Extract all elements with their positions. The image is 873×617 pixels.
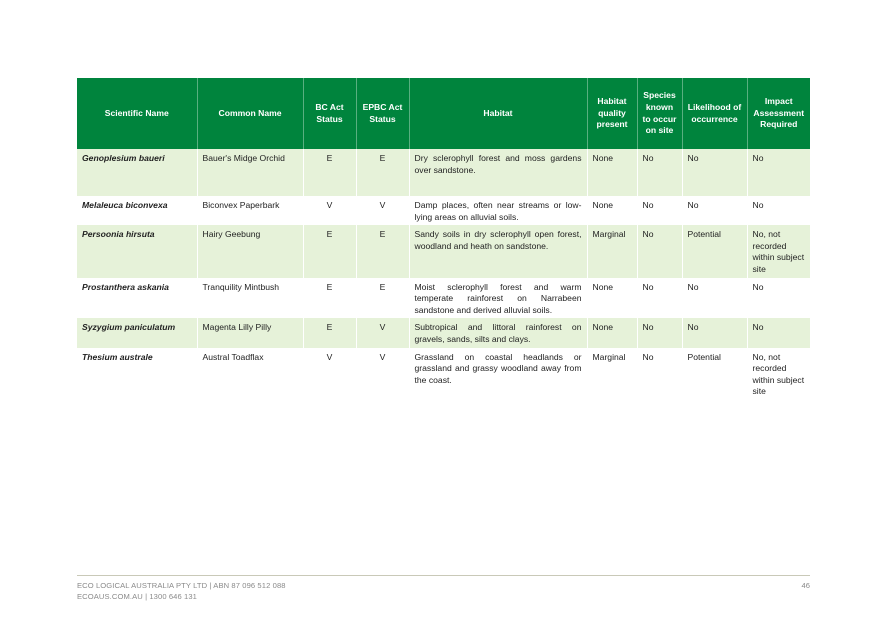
footer-contact-info: ECOAUS.COM.AU | 1300 646 131 <box>77 592 197 601</box>
table-row <box>77 225 810 277</box>
cell-common-name: Hairy Geebung <box>197 225 303 277</box>
cell-species-known: No <box>637 225 682 277</box>
cell-habitat: Moist sclerophyll forest and warm temperate rainforest on Narrabeen sandstone and derived alluvial soils. <box>409 278 587 319</box>
table-header-row <box>77 78 810 149</box>
cell-habitat-quality: None <box>587 149 637 196</box>
cell-bc-act-status: V <box>303 348 356 404</box>
cell-epbc-act-status: E <box>356 278 409 319</box>
header-bc-act-status: BC Act Status <box>303 78 356 149</box>
species-table <box>77 78 810 404</box>
cell-bc-act-status: E <box>303 318 356 347</box>
cell-species-known: No <box>637 278 682 319</box>
cell-scientific-name: Syzygium paniculatum <box>77 318 197 347</box>
cell-likelihood: No <box>682 278 747 319</box>
cell-scientific-name: Genoplesium baueri <box>77 149 197 196</box>
cell-habitat-quality: None <box>587 196 637 225</box>
cell-bc-act-status: V <box>303 196 356 225</box>
cell-scientific-name: Persoonia hirsuta <box>77 225 197 277</box>
table-row <box>77 149 810 196</box>
cell-scientific-name: Melaleuca biconvexa <box>77 196 197 225</box>
cell-epbc-act-status: E <box>356 149 409 196</box>
cell-impact-assessment: No, not recorded within subject site <box>747 348 810 404</box>
cell-likelihood: No <box>682 149 747 196</box>
footer-divider <box>77 575 810 576</box>
header-epbc-act-status: EPBC Act Status <box>356 78 409 149</box>
cell-epbc-act-status: E <box>356 225 409 277</box>
cell-epbc-act-status: V <box>356 348 409 404</box>
header-common-name: Common Name <box>197 78 303 149</box>
table-row <box>77 278 810 319</box>
cell-habitat-quality: None <box>587 318 637 347</box>
cell-habitat-quality: Marginal <box>587 225 637 277</box>
cell-bc-act-status: E <box>303 149 356 196</box>
cell-habitat: Subtropical and littoral rainforest on gravels, sands, silts and clays. <box>409 318 587 347</box>
header-impact-assessment: Impact Assessment Required <box>747 78 810 149</box>
header-scientific-name: Scientific Name <box>77 78 197 149</box>
cell-impact-assessment: No <box>747 149 810 196</box>
cell-common-name: Austral Toadflax <box>197 348 303 404</box>
cell-habitat: Damp places, often near streams or low-lying areas on alluvial soils. <box>409 196 587 225</box>
cell-habitat-quality: None <box>587 278 637 319</box>
cell-bc-act-status: E <box>303 225 356 277</box>
cell-habitat: Grassland on coastal headlands or grassland and grassy woodland away from the coast. <box>409 348 587 404</box>
table-row <box>77 348 810 404</box>
cell-common-name: Tranquility Mintbush <box>197 278 303 319</box>
cell-epbc-act-status: V <box>356 196 409 225</box>
footer-company-info: ECO LOGICAL AUSTRALIA PTY LTD | ABN 87 096 512 088 <box>77 581 286 590</box>
header-habitat-quality: Habitat quality present <box>587 78 637 149</box>
cell-epbc-act-status: V <box>356 318 409 347</box>
cell-bc-act-status: E <box>303 278 356 319</box>
cell-species-known: No <box>637 196 682 225</box>
header-habitat: Habitat <box>409 78 587 149</box>
cell-habitat: Sandy soils in dry sclerophyll open forest, woodland and heath on sandstone. <box>409 225 587 277</box>
cell-scientific-name: Prostanthera askania <box>77 278 197 319</box>
header-likelihood: Likelihood of occurrence <box>682 78 747 149</box>
cell-species-known: No <box>637 149 682 196</box>
cell-likelihood: No <box>682 196 747 225</box>
cell-likelihood: No <box>682 318 747 347</box>
cell-scientific-name: Thesium australe <box>77 348 197 404</box>
cell-species-known: No <box>637 318 682 347</box>
cell-common-name: Biconvex Paperbark <box>197 196 303 225</box>
cell-habitat-quality: Marginal <box>587 348 637 404</box>
cell-species-known: No <box>637 348 682 404</box>
cell-impact-assessment: No <box>747 278 810 319</box>
table-row <box>77 318 810 347</box>
page-number: 46 <box>801 581 810 590</box>
cell-habitat: Dry sclerophyll forest and moss gardens over sandstone. <box>409 149 587 196</box>
header-species-known: Species known to occur on site <box>637 78 682 149</box>
cell-impact-assessment: No <box>747 196 810 225</box>
table-row <box>77 196 810 225</box>
cell-likelihood: Potential <box>682 348 747 404</box>
cell-common-name: Magenta Lilly Pilly <box>197 318 303 347</box>
cell-likelihood: Potential <box>682 225 747 277</box>
cell-impact-assessment: No, not recorded within subject site <box>747 225 810 277</box>
cell-common-name: Bauer's Midge Orchid <box>197 149 303 196</box>
cell-impact-assessment: No <box>747 318 810 347</box>
